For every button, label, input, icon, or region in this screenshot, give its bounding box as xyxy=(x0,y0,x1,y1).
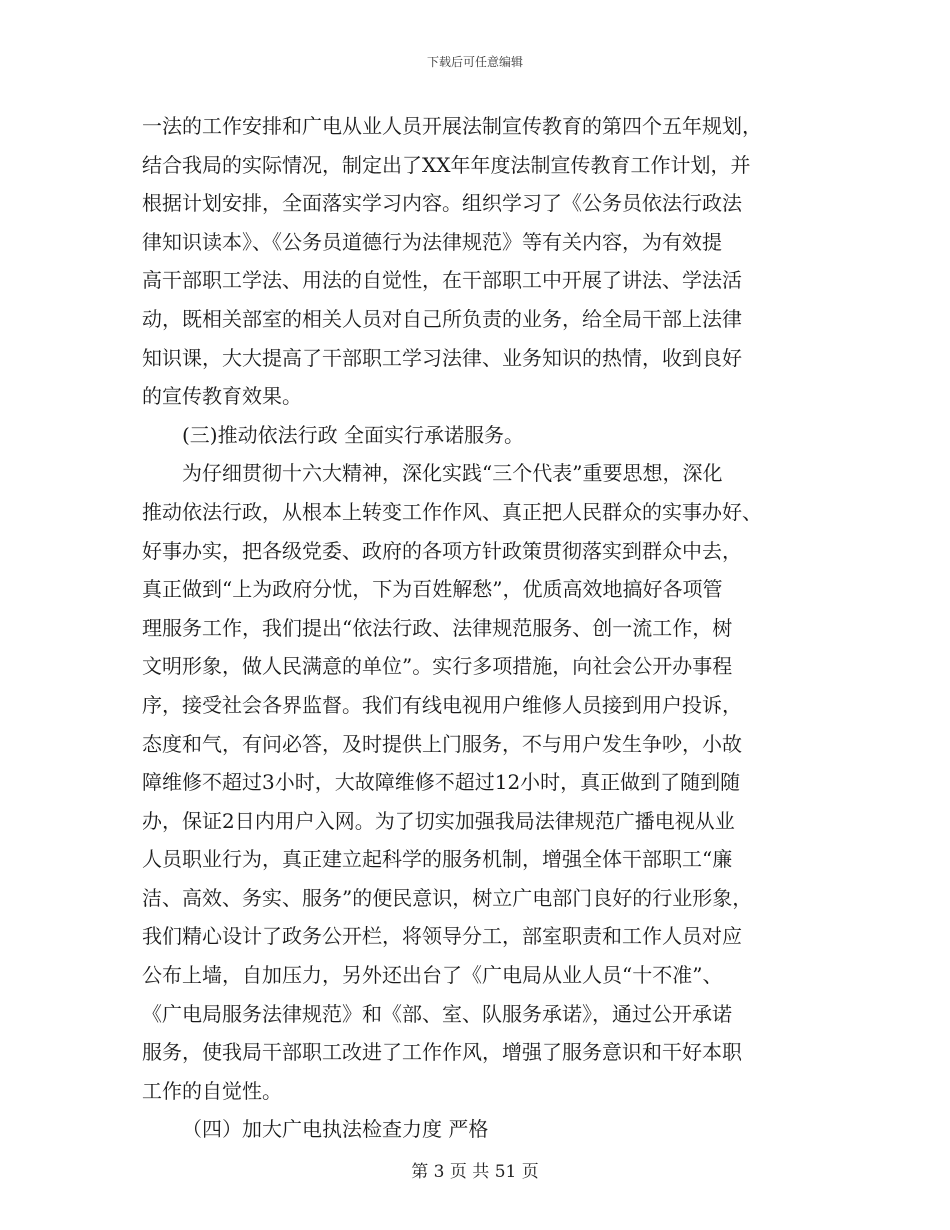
text-line: 办，保证2日内用户入网。为了切实加强我局法律规范广播电视从业 xyxy=(142,808,735,833)
document-body xyxy=(142,107,810,1149)
text-line: 知识课，大大提高了干部职工学习法律、业务知识的热情，收到良好 xyxy=(142,345,742,370)
text-line: 态度和气，有问必答，及时提供上门服务，不与用户发生争吵，小故 xyxy=(142,731,742,756)
text-line: 服务，使我局干部职工改进了工作作风，增强了服务意识和干好本职 xyxy=(142,1040,742,1065)
text-line: 推动依法行政，从根本上转变工作作风、真正把人民群众的实事办好、 xyxy=(142,499,762,524)
text-line: 高干部职工学法、用法的自觉性，在干部职工中开展了讲法、学法活 xyxy=(142,268,742,293)
text-line: 公布上墙，自加压力，另外还出台了《广电局从业人员“十不准”、 xyxy=(142,963,723,988)
section-heading: （四）加大广电执法检查力度 严格 xyxy=(182,1117,489,1142)
text-line: 序，接受社会各界监督。我们有线电视用户维修人员接到用户投诉， xyxy=(142,692,742,717)
text-line: 洁、高效、务实、服务”的便民意识，树立广电部门良好的行业形象， xyxy=(142,885,753,910)
section-heading: (三)推动依法行政 全面实行承诺服务。 xyxy=(182,422,524,447)
text-line: 动，既相关部室的相关人员对自己所负责的业务，给全局干部上法律 xyxy=(142,306,742,331)
text-line: 真正做到“上为政府分忧，下为百姓解愁”，优质高效地搞好各项管 xyxy=(142,577,723,602)
text-line: 人员职业行为，真正建立起科学的服务机制，增强全体干部职工“廉 xyxy=(142,847,733,872)
text-line: 根据计划安排，全面落实学习内容。组织学习了《公务员依法行政法 xyxy=(142,191,742,216)
text-line: 文明形象，做人民满意的单位”。实行多项措施，向社会公开办事程 xyxy=(142,654,733,679)
page-header-note: 下载后可任意编辑 xyxy=(426,55,523,69)
text-line: 律知识读本》、《公务员道德行为法律规范》等有关内容，为有效提 xyxy=(142,229,722,254)
text-line: 《广电局服务法律规范》和《部、室、队服务承诺》，通过公开承诺 xyxy=(142,1001,732,1026)
text-line: 工作的自觉性。 xyxy=(142,1078,282,1103)
text-line: 障维修不超过3小时，大故障维修不超过12小时，真正做到了随到随 xyxy=(142,770,741,795)
text-line: 一法的工作安排和广电从业人员开展法制宣传教育的第四个五年规划， xyxy=(142,114,762,138)
text-line: 结合我局的实际情况，制定出了XX年年度法制宣传教育工作计划，并 xyxy=(142,152,751,177)
text-line: 的宣传教育效果。 xyxy=(142,384,302,409)
text-line: 我们精心设计了政务公开栏，将领导分工，部室职责和工作人员对应 xyxy=(142,924,742,949)
text-line: 理服务工作，我们提出“依法行政、法律规范服务、创一流工作，树 xyxy=(142,615,733,640)
text-line: 好事办实，把各级党委、政府的各项方针政策贯彻落实到群众中去， xyxy=(142,538,742,563)
text-line: 为仔细贯彻十六大精神，深化实践“三个代表”重要思想，深化 xyxy=(182,461,723,486)
page-number: 第 3 页 共 51 页 xyxy=(411,1162,539,1182)
